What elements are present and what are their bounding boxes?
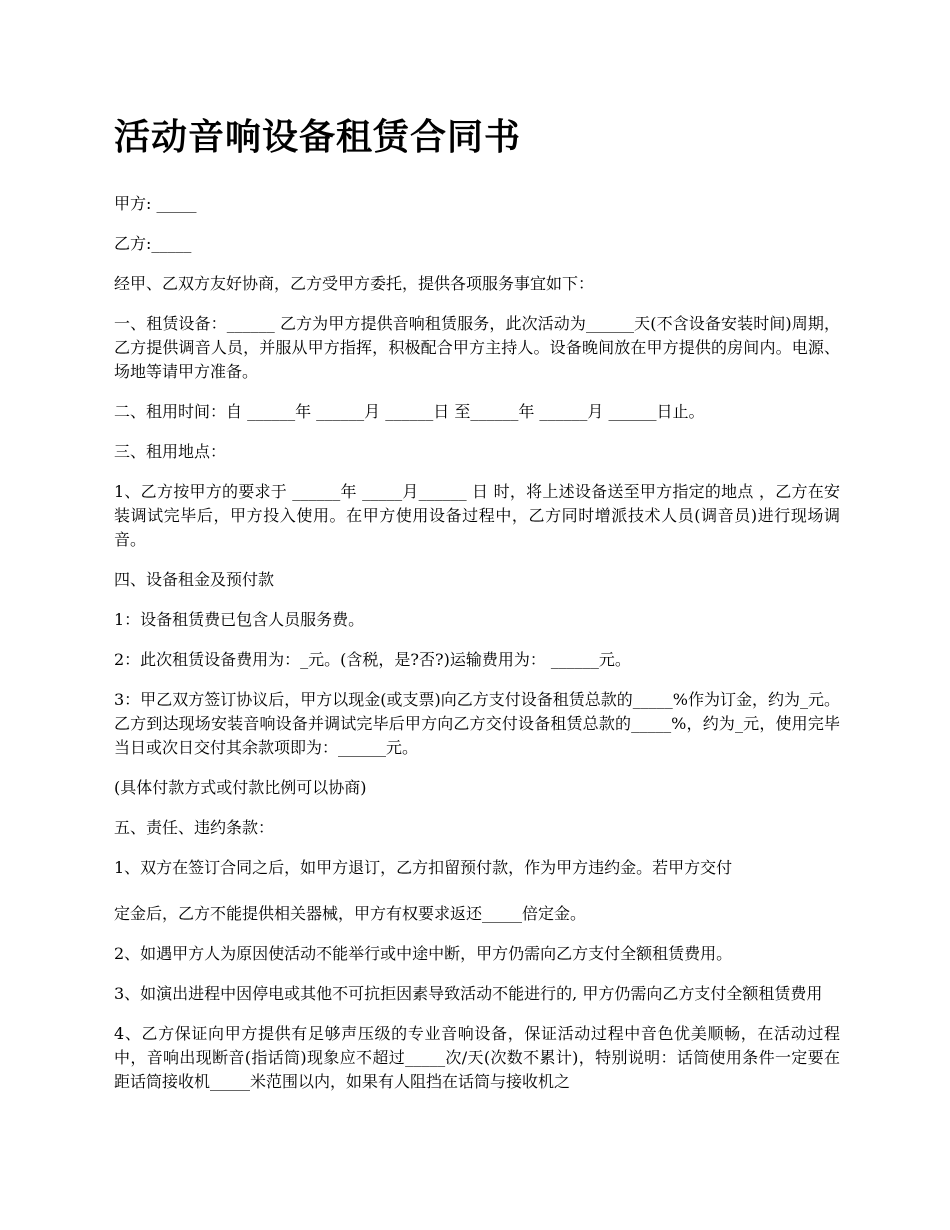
section-3-heading: 三、租用地点： [114,442,227,461]
section-2-rental-time: 二、租用时间：自 ______年 ______月 ______日 至______年 ______月 ______日止。 [114,402,705,421]
party-a-line: 甲方: _____ [114,194,197,213]
section-4-note: (具体付款方式或付款比例可以协商) [114,778,367,797]
section-5-item-1-line-1: 1、双方在签订合同之后，如甲方退订，乙方扣留预付款，作为甲方违约金。若甲方交付 [114,858,733,877]
party-b-line: 乙方:_____ [114,234,192,253]
section-5-item-3: 3、如演出进程中因停电或其他不可抗拒因素导致活动不能进行的, 甲方仍需向乙方支付全额租赁费用 [114,984,823,1003]
section-4-item-2: 2：此次租赁设备费用为：_元。(含税，是?否?)运输费用为： ______元。 [114,650,631,669]
document-title: 活动音响设备租赁合同书 [114,116,522,158]
section-5-item-4: 4、乙方保证向甲方提供有足够声压级的专业音响设备，保证活动过程中音色优美顺畅，在活动过程中，音响出现断音(指话筒)现象应不超过_____次/天(次数不累计)，特别说明：话筒使用条件一定要在距话筒接收机_____米范围以内，如果有人阻挡在话筒与接收机之 [114,1024,840,1091]
section-4-item-3: 3：甲乙双方签订协议后，甲方以现金(或支票)向乙方支付设备租赁总款的_____%作为订金，约为_元。乙方到达现场安装音响设备并调试完毕后甲方向乙方交付设备租赁总款的_____%，约为_元，使用完毕当日或次日交付其余款项即为：______元。 [114,690,840,757]
section-4-heading: 四、设备租金及预付款 [114,570,275,589]
section-5-item-1-line-2: 定金后，乙方不能提供相关器械，甲方有权要求返还_____倍定金。 [114,904,587,923]
document-body [114,112,840,1110]
section-1-rental-equipment: 一、租赁设备：______ 乙方为甲方提供音响租赁服务，此次活动为______天(不含设备安装时间)周期，乙方提供调音人员，并服从甲方指挥，积极配合甲方主持人。设备晚间放在甲方提供的房间内。电源、场地等请甲方准备。 [114,314,840,381]
section-3-item-1: 1、乙方按甲方的要求于 ______年 _____月______ 日 时，将上述设备送至甲方指定的地点 ，乙方在安装调试完毕后，甲方投入使用。在甲方使用设备过程中，乙方同时增派技术人员(调音员)进行现场调音。 [114,482,840,549]
intro-paragraph: 经甲、乙双方友好协商，乙方受甲方委托，提供各项服务事宜如下： [114,274,595,293]
section-5-heading: 五、责任、违约条款： [114,818,275,837]
section-4-item-1: 1：设备租赁费已包含人员服务费。 [114,610,365,629]
section-5-item-2: 2、如遇甲方人为原因使活动不能举行或中途中断，甲方仍需向乙方支付全额租赁费用。 [114,944,733,963]
